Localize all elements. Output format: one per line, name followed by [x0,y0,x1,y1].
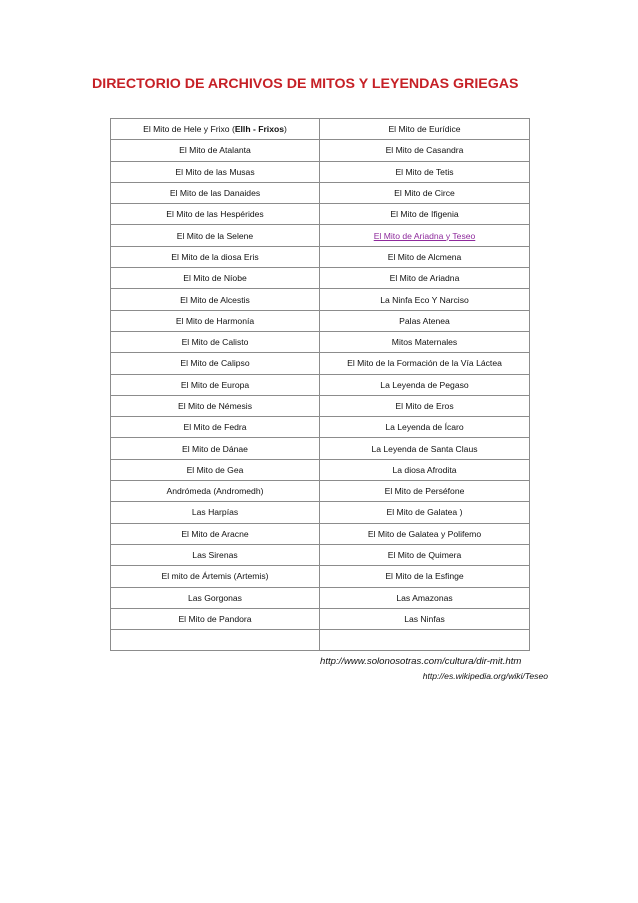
table-row [111,119,530,140]
myth-cell-right: Mitos Maternales [320,331,530,352]
myth-cell-right: El Mito de Quimera [320,544,530,565]
first-cell-suffix: ) [284,124,287,135]
myth-cell-right: El Mito de Eros [320,395,530,416]
myth-cell-left [111,119,320,140]
table-row [111,587,530,608]
myth-cell-right: El Mito de Ifigenia [320,204,530,225]
table-row [111,544,530,565]
table-row [111,161,530,182]
source-url-2[interactable]: http://es.wikipedia.org/wiki/Teseo [422,671,548,681]
myth-cell-left: El Mito de Pandora [111,608,320,629]
table-row [111,417,530,438]
myth-cell-right: El Mito de Circe [320,182,530,203]
myth-cell-left: El Mito de Calipso [111,353,320,374]
myth-cell-left: El Mito de Fedra [111,417,320,438]
myth-cell-right: El Mito de Eurídice [320,119,530,140]
myth-cell-left: Las Gorgonas [111,587,320,608]
table-row [111,182,530,203]
myth-cell-left: El Mito de las Hespérides [111,204,320,225]
table-body [111,119,530,651]
myth-cell-left: El Mito de las Musas [111,161,320,182]
myth-cell-left: El Mito de Aracne [111,523,320,544]
myth-cell-right [320,630,530,651]
myth-cell-right: La Leyenda de Pegaso [320,374,530,395]
myth-cell-right: El Mito de Tetis [320,161,530,182]
myth-cell-right: El Mito de Alcmena [320,246,530,267]
myth-cell-left: El Mito de Alcestis [111,289,320,310]
myth-cell-right: Palas Atenea [320,310,530,331]
myth-cell-right: El Mito de Ariadna [320,268,530,289]
table-row [111,523,530,544]
table-row [111,140,530,161]
myth-cell-left: Andrómeda (Andromedh) [111,481,320,502]
table-row [111,566,530,587]
myth-cell-left [111,630,320,651]
myths-directory-table [110,118,530,651]
first-cell-prefix: El Mito de Hele y Frixo ( [143,124,235,135]
myth-cell-right: El Mito de Casandra [320,140,530,161]
table-row [111,608,530,629]
table-row [111,630,530,651]
table-row [111,246,530,267]
myth-cell-right: La Leyenda de Santa Claus [320,438,530,459]
myth-cell-right: El Mito de Perséfone [320,481,530,502]
myth-cell-right: El Mito de Galatea ) [320,502,530,523]
table-row [111,268,530,289]
myth-cell-right: Las Ninfas [320,608,530,629]
page-title: DIRECTORIO DE ARCHIVOS DE MITOS Y LEYENDAS GRIEGAS [92,76,519,92]
table-row [111,331,530,352]
myth-cell-left: El Mito de Europa [111,374,320,395]
table-row [111,204,530,225]
myth-cell-left: Las Sirenas [111,544,320,565]
source-url-1[interactable]: http://www.solonosotras.com/cultura/dir-mit.htm [320,656,522,667]
myth-link[interactable]: El Mito de Ariadna y Teseo [373,230,476,241]
myth-cell-left: El Mito de Níobe [111,268,320,289]
table-row [111,310,530,331]
table-row [111,395,530,416]
table-row [111,289,530,310]
myth-cell-left: El Mito de Gea [111,459,320,480]
table-row [111,438,530,459]
myth-cell-right: El Mito de Galatea y Polifemo [320,523,530,544]
myth-cell-left: El Mito de Dánae [111,438,320,459]
myth-cell-right: Las Amazonas [320,587,530,608]
myth-cell-left: El Mito de Harmonía [111,310,320,331]
myth-cell-left: El Mito de Némesis [111,395,320,416]
myth-cell-right: La Leyenda de Ícaro [320,417,530,438]
myth-cell-left: El Mito de Atalanta [111,140,320,161]
myth-cell-left: El Mito de las Danaides [111,182,320,203]
myth-cell-right: La Ninfa Eco Y Narciso [320,289,530,310]
table-row [111,502,530,523]
myth-cell-left: El mito de Ártemis (Artemis) [111,566,320,587]
table-row [111,459,530,480]
myth-cell-left: Las Harpías [111,502,320,523]
myth-cell-right: El Mito de la Formación de la Vía Láctea [320,353,530,374]
first-cell-bold: Ellh - Frixos [234,124,284,135]
table-row [111,374,530,395]
table-row [111,353,530,374]
myth-cell-left: El Mito de la diosa Eris [111,246,320,267]
myth-cell-left: El Mito de la Selene [111,225,320,246]
table-row [111,225,530,246]
table-row [111,481,530,502]
myth-cell-left: El Mito de Calisto [111,331,320,352]
myth-cell-right [320,225,530,246]
myth-cell-right: La diosa Afrodita [320,459,530,480]
myth-cell-right: El Mito de la Esfinge [320,566,530,587]
